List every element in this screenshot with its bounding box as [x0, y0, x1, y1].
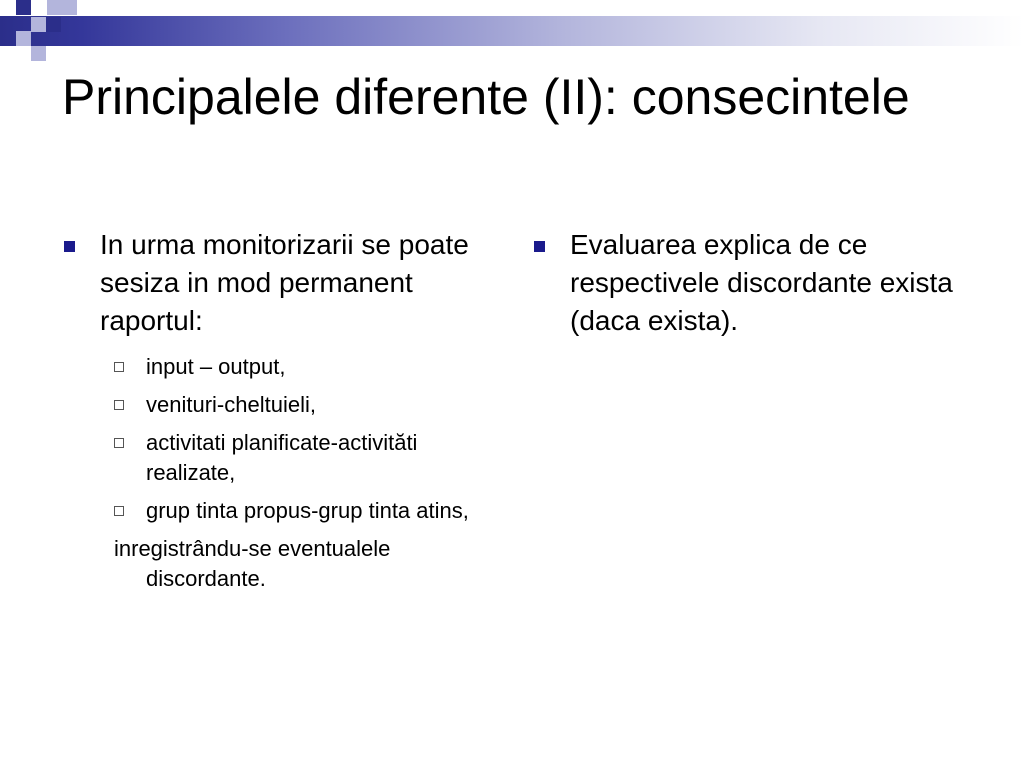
hollow-square-bullet-icon	[114, 400, 124, 410]
sub-bullet-item	[62, 390, 502, 420]
hollow-square-bullet-icon	[114, 506, 124, 516]
decorative-square	[31, 17, 46, 32]
sub-bullet-text: venituri-cheltuieli,	[146, 392, 316, 417]
left-bullet-item	[62, 226, 502, 340]
sub-bullet-list	[62, 352, 502, 594]
right-column	[532, 226, 972, 340]
slide-title: Principalele diferente (II): consecintele	[62, 69, 910, 125]
decorative-square	[16, 31, 31, 46]
header-gradient-band	[0, 16, 1024, 46]
decorative-square	[62, 0, 77, 15]
decorative-square	[47, 0, 62, 15]
hollow-square-bullet-icon	[114, 438, 124, 448]
sub-bullet-text: activitati planificate-activităti realizate,	[146, 430, 418, 485]
sub-bullet-item	[62, 496, 502, 526]
right-bullet-text: Evaluarea explica de ce respectivele discordante exista (daca exista).	[570, 229, 953, 336]
sub-bullet-item	[62, 352, 502, 382]
square-bullet-icon	[534, 241, 545, 252]
right-bullet-item	[532, 226, 972, 340]
square-bullet-icon	[64, 241, 75, 252]
decorative-square	[46, 17, 61, 32]
left-bullet-text: In urma monitorizarii se poate sesiza in mod permanent raportul:	[100, 229, 469, 336]
continuation-text: inregistrându-se eventualele discordante.	[114, 536, 391, 591]
sub-bullet-text: input – output,	[146, 354, 286, 379]
decorative-square	[31, 46, 46, 61]
left-column	[62, 226, 502, 594]
hollow-square-bullet-icon	[114, 362, 124, 372]
sub-bullet-text: grup tinta propus-grup tinta atins,	[146, 498, 469, 523]
decorative-square	[16, 0, 31, 15]
sub-bullet-item	[62, 428, 502, 488]
